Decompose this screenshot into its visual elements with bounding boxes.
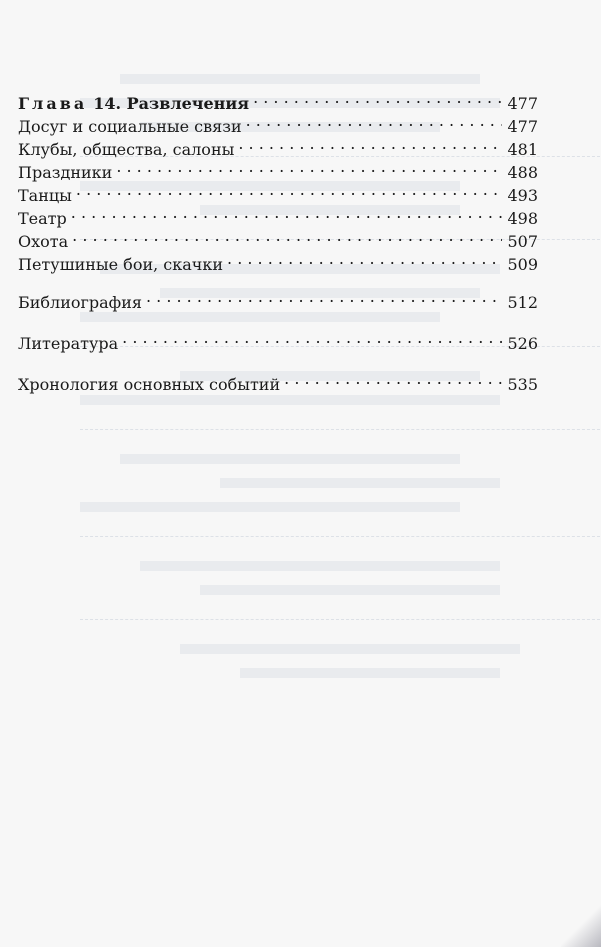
entry-title: Библиография xyxy=(18,293,142,312)
entry-page-number: 498 xyxy=(507,209,538,228)
entry-page-number: 477 xyxy=(507,117,538,136)
entry-title: Танцы xyxy=(18,186,72,205)
dot-leader xyxy=(116,162,502,178)
dot-leader xyxy=(122,333,502,349)
entry-title: Театр xyxy=(18,209,67,228)
toc-entry xyxy=(18,138,538,161)
toc-bibliography xyxy=(18,291,538,314)
entry-title: Досуг и социальные связи xyxy=(18,117,242,136)
toc-entry xyxy=(18,207,538,230)
toc-chapter-14 xyxy=(18,92,538,115)
entry-title: Хронология основных событий xyxy=(18,375,281,394)
dot-leader xyxy=(284,374,502,390)
entry-page-number: 535 xyxy=(507,375,538,394)
toc-entry xyxy=(18,230,538,253)
chapter-page-number: 477 xyxy=(507,94,538,113)
entry-page-number: 507 xyxy=(507,232,538,251)
dot-leader xyxy=(227,254,502,270)
entry-page-number: 493 xyxy=(507,186,538,205)
entry-page-number: 512 xyxy=(507,293,538,312)
dot-leader xyxy=(71,208,502,224)
chapter-label: Глава xyxy=(18,94,88,113)
page-corner-shadow xyxy=(561,880,601,947)
chapter-title: 14. Развлечения xyxy=(93,94,250,113)
entry-title: Праздники xyxy=(18,163,113,182)
entry-title: Клубы, общества, салоны xyxy=(18,140,235,159)
entry-page-number: 526 xyxy=(507,334,538,353)
entry-title: Петушиные бои, скачки xyxy=(18,255,224,274)
toc-entry xyxy=(18,161,538,184)
chapter-heading xyxy=(18,92,249,115)
entry-title: Охота xyxy=(18,232,69,251)
entry-page-number: 488 xyxy=(507,163,538,182)
dot-leader xyxy=(72,231,502,247)
toc-entry xyxy=(18,253,538,276)
dot-leader xyxy=(76,185,502,201)
toc-entry xyxy=(18,115,538,138)
dot-leader xyxy=(246,116,502,132)
entry-page-number: 481 xyxy=(507,140,538,159)
dot-leader xyxy=(146,292,502,308)
dot-leader xyxy=(253,93,502,109)
table-of-contents xyxy=(18,92,538,396)
dot-leader xyxy=(238,139,502,155)
entry-page-number: 509 xyxy=(507,255,538,274)
toc-entry xyxy=(18,184,538,207)
toc-literature xyxy=(18,332,538,355)
toc-chronology xyxy=(18,373,538,396)
entry-title: Литература xyxy=(18,334,119,353)
